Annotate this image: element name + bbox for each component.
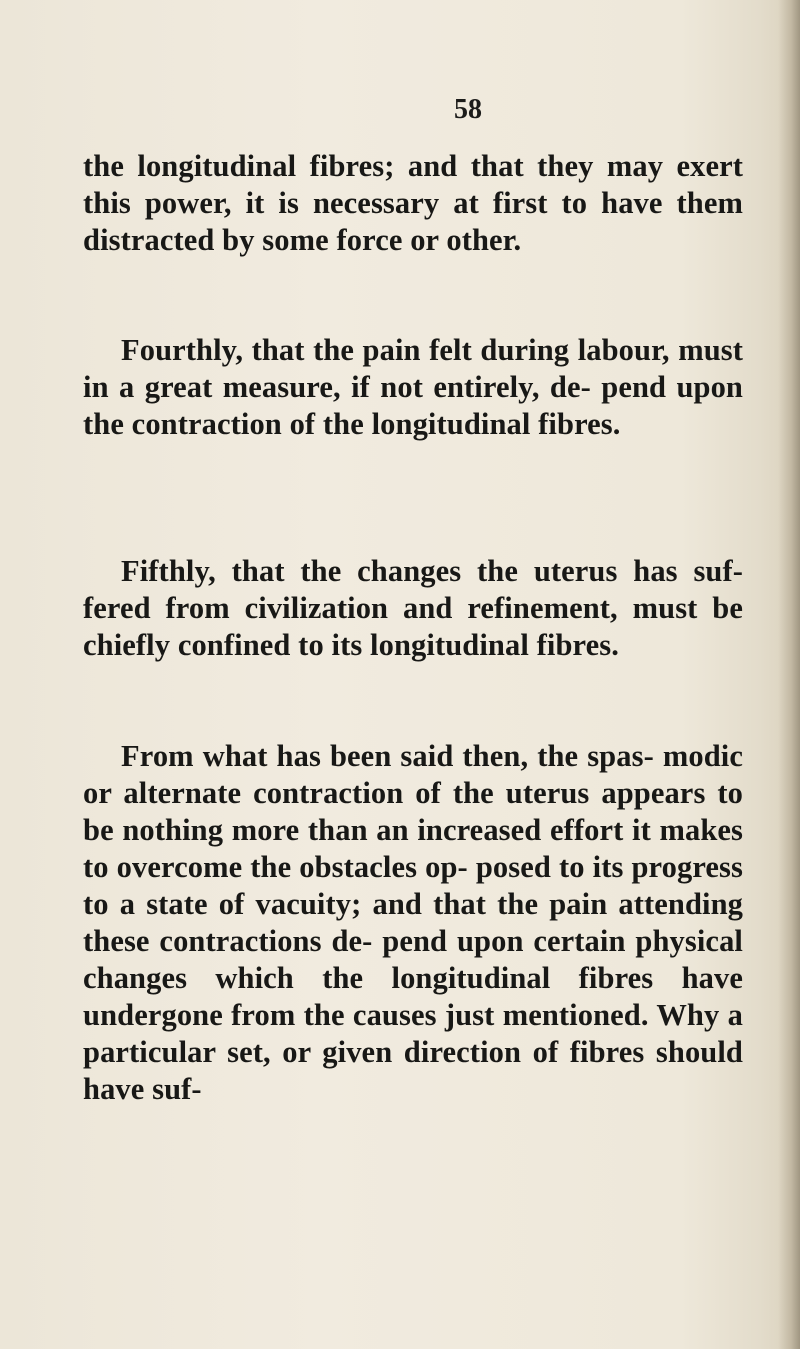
page-edge-shadow xyxy=(778,0,800,1349)
paragraph-text: Fifthly, that the changes the uterus has suf- fered from civilization and refinement, must be chiefly confined to its longitudinal fibres. xyxy=(83,554,743,662)
paragraph-3 xyxy=(83,553,743,664)
paragraph-4 xyxy=(83,738,743,1108)
paragraph-2 xyxy=(83,332,743,443)
page-number: 58 xyxy=(454,94,482,125)
paragraph-text: From what has been said then, the spas- modic or alternate contraction of the uterus appears to be nothing more than an increased effort it makes to overcome the obstacles op- posed to its progress to a state of vacuity; and that the pain attending these contractions de- pend upon certain physical changes which the longitudinal fibres have undergone from the causes just mentioned. Why a particular set, or given direction of fibres should have suf- xyxy=(83,739,743,1106)
paragraph-text: the longitudinal fibres; and that they may exert this power, it is necessary at first to have them distracted by some force or other. xyxy=(83,149,743,257)
paragraph-1 xyxy=(83,148,743,259)
paragraph-text: Fourthly, that the pain felt during labour, must in a great measure, if not entirely, de- pend upon the contraction of the longitudinal fibres. xyxy=(83,333,743,441)
